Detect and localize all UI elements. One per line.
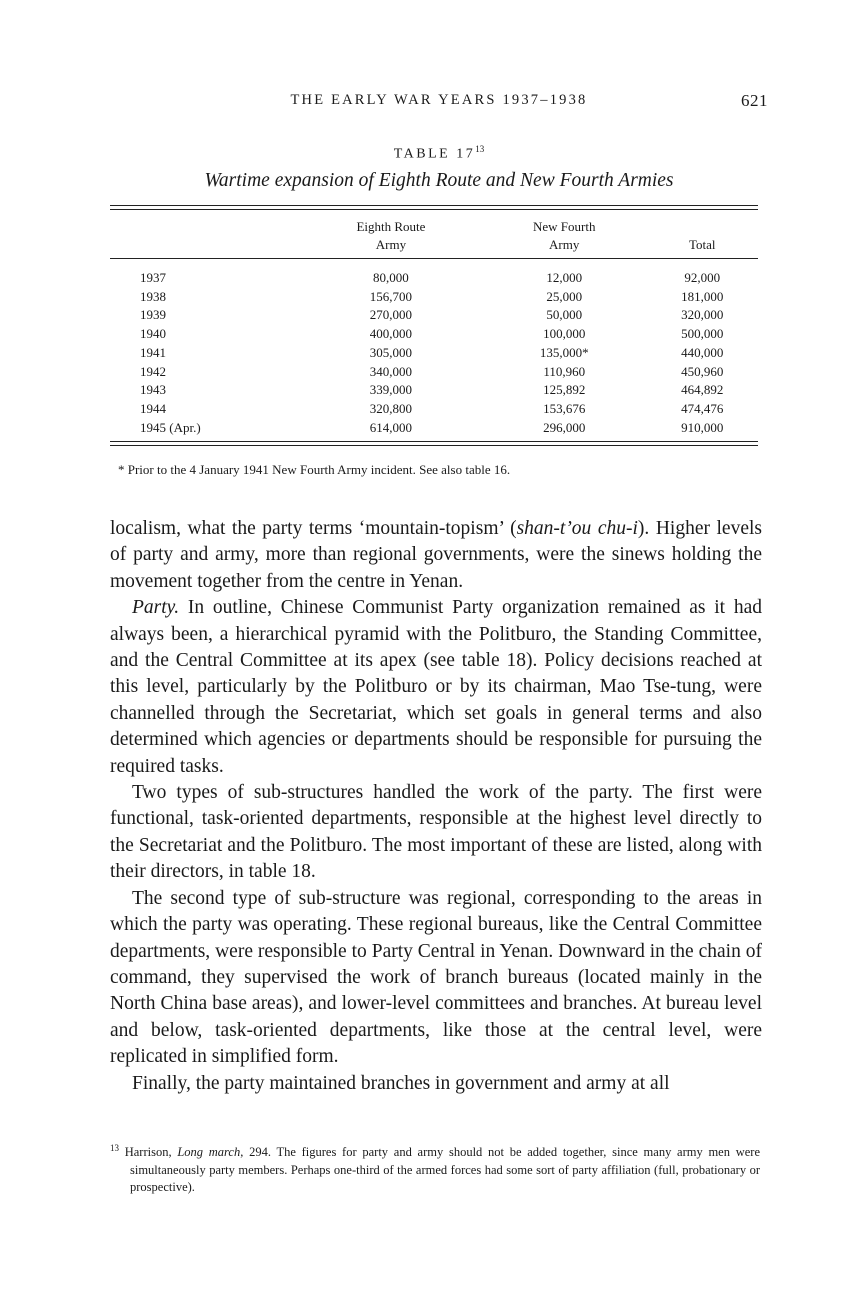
header-year (110, 210, 300, 258)
cell-year: 1941 (140, 344, 166, 360)
cell-year: 1939 (140, 307, 166, 323)
cell-year: 1937 (140, 270, 166, 285)
header-new-fourth-line2: Army (549, 237, 580, 252)
cell-eighth-route: 340,000 (369, 363, 413, 379)
table-row (110, 381, 758, 400)
cell-total: 450,960 (681, 363, 724, 379)
cell-eighth-route: 339,000 (369, 382, 413, 398)
cell-total: 320,000 (681, 307, 724, 323)
table-row (110, 259, 758, 288)
cell-year: 1944 (140, 400, 166, 416)
table-bottom-rule (110, 441, 758, 446)
table-label-note: 13 (475, 144, 485, 154)
cell-eighth-route: 80,000 (373, 270, 409, 285)
cell-new-fourth: 153,676 (543, 400, 586, 416)
table-caption: Wartime expansion of Eighth Route and New Fourth Armies (204, 170, 674, 191)
cell-new-fourth: 296,000 (543, 419, 586, 435)
paragraph-1: localism, what the party terms ‘mountain-topism’ (shan-t’ou chu-i). Higher levels of party and army, more than regional governments, were the sinews holding the movement together from the centre in Yenan. (110, 518, 762, 592)
cell-new-fourth: 100,000 (543, 326, 586, 342)
cell-new-fourth: 135,000* (539, 344, 589, 360)
cell-year: 1942 (140, 363, 166, 379)
footnote-body (110, 1140, 760, 1197)
footnote-mark: 13 (110, 1143, 119, 1153)
running-title: THE EARLY WAR YEARS 1937–1938 (290, 92, 588, 108)
header-new-fourth-line1: New Fourth (532, 219, 596, 234)
table-row (110, 325, 758, 344)
table-row (110, 344, 758, 363)
header-eighth-route-line1: Eighth Route (356, 219, 426, 234)
paragraph-5: Finally, the party maintained branches in government and army at all (132, 1072, 670, 1094)
table-row (110, 400, 758, 419)
cell-new-fourth: 25,000 (546, 288, 583, 304)
cell-eighth-route: 614,000 (369, 419, 413, 435)
cell-year: 1943 (140, 382, 166, 398)
cell-year: 1940 (140, 326, 166, 342)
header-total-line2: Total (689, 237, 716, 252)
cell-new-fourth: 12,000 (546, 270, 583, 285)
cell-year: 1938 (140, 288, 166, 304)
header-eighth-route (300, 210, 482, 258)
cell-eighth-route: 305,000 (369, 344, 413, 360)
page-footnote (110, 1140, 760, 1197)
cell-eighth-route: 400,000 (369, 326, 413, 342)
paragraph-4: The second type of sub-structure was regional, corresponding to the areas in which the party was operating. These regional bureaus, like the Central Committee departments, were responsible to Party Central in Yenan. Downward in the chain of command, they supervised the work of branch bureaus (located mainly in the North China base areas), and lower-level committees and branches. At bureau level and below, task-oriented departments, like those at the central level, were replicated in simplified form. (110, 887, 762, 1068)
army-expansion-table (110, 205, 758, 446)
cell-eighth-route: 320,800 (369, 400, 413, 416)
cell-new-fourth: 50,000 (546, 307, 583, 323)
header-total (647, 210, 758, 258)
cell-total: 92,000 (684, 270, 721, 285)
table-row (110, 306, 758, 325)
cell-year: 1945 (Apr.) (140, 419, 201, 435)
body-text (110, 516, 762, 1097)
cell-new-fourth: 125,892 (543, 382, 586, 398)
footnote-text: Harrison, Long march, 294. The figures for party and army should not be added together, since many army men were simultaneously party members. Perhaps one-third of the armed forces had some sort of party affiliation (full, probationary or prospective). (124, 1145, 760, 1195)
table-row (110, 419, 758, 442)
table-label-text: TABLE 17 (393, 146, 476, 162)
paragraph-party: Party. In outline, Chinese Communist Party organization remained as it had always been, a hierarchical pyramid with the Politburo, the Standing Committee, and the Central Committee at its apex (see table 18). Policy decisions reached at this level, particularly by the Politburo or by its chairman, Mao Tse-tung, were channelled through the Secretariat, which set goals in general terms and also determined which agencies or departments should be responsible for pursuing the required tasks. (110, 597, 762, 777)
cell-new-fourth: 110,960 (543, 363, 586, 379)
running-head (110, 92, 768, 116)
page-number: 621 (741, 91, 768, 110)
cell-total: 181,000 (681, 288, 724, 304)
cell-total: 910,000 (681, 419, 724, 435)
header-eighth-route-line2: Army (375, 237, 407, 252)
cell-eighth-route: 156,700 (369, 288, 413, 304)
cell-total: 500,000 (681, 326, 724, 342)
table-footnote: * Prior to the 4 January 1941 New Fourth Army incident. See also table 16. (118, 462, 511, 477)
header-new-fourth (482, 210, 647, 258)
paragraph-3: Two types of sub-structures handled the work of the party. The first were functional, task-oriented departments, responsible at the highest level directly to the Secretariat and the Politburo. The most important of these are listed, along with their directors, in table 18. (110, 782, 762, 883)
table-row (110, 363, 758, 382)
cell-total: 464,892 (681, 382, 724, 398)
cell-total: 474,476 (681, 400, 724, 416)
table-label (110, 144, 768, 163)
table-row (110, 288, 758, 307)
cell-total: 440,000 (681, 344, 724, 360)
cell-eighth-route: 270,000 (369, 307, 413, 323)
table-header-row (110, 210, 758, 258)
